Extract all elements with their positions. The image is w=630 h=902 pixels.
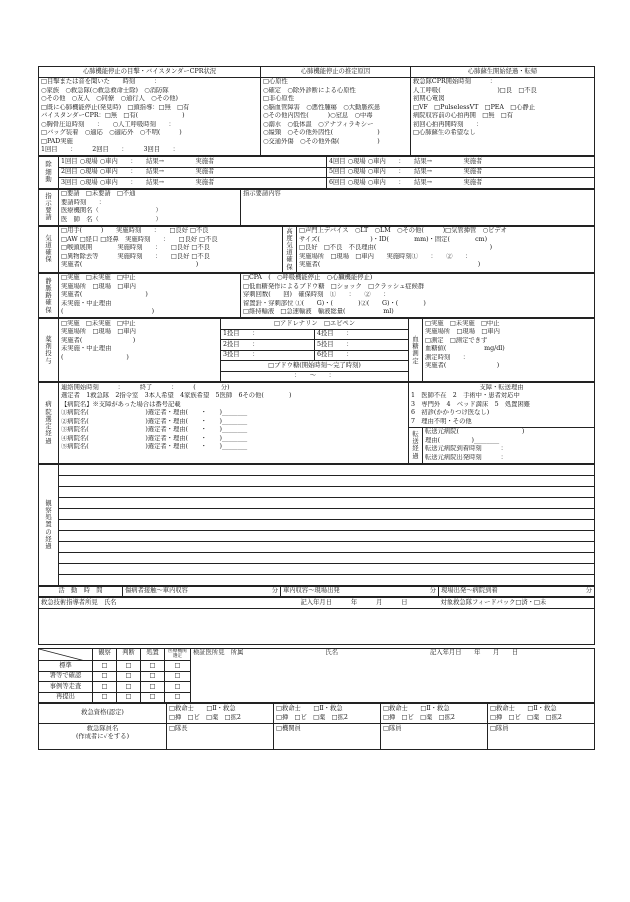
vertical-label-char: 確 — [45, 299, 52, 307]
transfer-line: 理由( )________ — [425, 436, 500, 444]
hospital-line: 【病院名】※支障があった場合は番号記載 — [61, 400, 181, 408]
vertical-label-char: 病 — [45, 401, 52, 409]
feedback-status: 対象救急隊フィードバック□済・□未 — [439, 598, 595, 609]
crew-cert[interactable]: □挿 □ビ □薬 □拡2 — [381, 714, 488, 724]
dose-cell: 6投目 ： — [315, 350, 409, 361]
blood-sugar-section — [423, 319, 595, 382]
drug-header: □アドレナリン □エピペン — [221, 319, 408, 329]
advanced-airway-line: サイズ( )・ID( mm)・固定( cm) — [299, 235, 488, 243]
iv-line: 未実施・中止理由 — [61, 299, 112, 307]
instruction-line: 医療機関名（ ） — [61, 207, 162, 214]
vertical-label-char: 薬 — [45, 335, 52, 343]
drug-line: ( ) — [61, 353, 129, 361]
instruction-content — [241, 189, 595, 225]
iv-line: 実施者( ) — [61, 291, 148, 299]
bs-line: 実施場所 □現場 □車内 — [425, 328, 500, 336]
glucose-header: □ブドウ糖(開始時刻〜完了時刻) — [221, 361, 408, 372]
advanced-airway-line: 実施者( ) — [299, 261, 481, 268]
eval-checkbox[interactable]: □ — [93, 671, 117, 682]
vertical-label-char: 除 — [45, 161, 52, 169]
vertical-label-char: 要 — [45, 207, 52, 214]
crew-name-label — [39, 724, 167, 750]
iv-detail-line: □維持輸液 □急速輸液 輸液総量( ml) — [243, 308, 394, 316]
defib-label — [39, 157, 59, 189]
eval-checkbox[interactable]: □ — [165, 671, 191, 682]
cause-line: ○確定 ○除外診断による心原性 — [263, 86, 356, 94]
vertical-label-char: 保 — [286, 263, 293, 271]
vertical-label-char: 過 — [45, 542, 52, 550]
transfer-section — [423, 427, 595, 463]
observation-line[interactable] — [59, 574, 595, 585]
glucose-time: ： 〜 ： — [221, 371, 408, 381]
iv-status — [59, 273, 241, 318]
witness-line: □PAD実施 — [41, 137, 73, 145]
defib-row: 5回目 ○現場 ○車内 ： 結果→ 実施者 — [327, 167, 595, 178]
hospital-line: ①病院名( )選定者・理由( ・ )________ — [61, 409, 248, 417]
eval-row-label: 署等で確認 — [39, 671, 93, 682]
instructor-name: 救急技術指導者所見 氏名 — [39, 598, 299, 609]
hospital-line: 選定者 1救急隊 2指令室 3本人希望 4家族希望 5医師 6その他( ) — [61, 392, 292, 400]
vertical-label-char: 高 — [286, 227, 293, 235]
eval-checkbox[interactable]: □ — [117, 682, 141, 693]
drug-label — [39, 319, 59, 382]
witness-line: ○胸骨圧迫時刻 ： ○人工呼吸時刻 ： — [41, 120, 175, 128]
vertical-label-char: 選 — [45, 415, 52, 423]
advanced-airway-line: 実施場所 □現場 □車内 実施時刻① ： ② ： — [299, 252, 472, 260]
eval-checkbox[interactable]: □ — [141, 692, 165, 703]
hospital-line: ⑤病院名( )選定者・理由( ・ )________ — [61, 443, 248, 451]
vertical-label-char: 糖 — [412, 343, 419, 351]
vertical-label-char: 置 — [45, 521, 52, 529]
vertical-label-char: 路 — [45, 292, 52, 300]
obstacle-line: 6 初診(かかりつけ医なし) — [411, 409, 490, 417]
vertical-label-char: 測 — [412, 350, 419, 358]
iv-details — [241, 273, 595, 318]
bs-line: 血糖値( mg/dl) — [425, 345, 505, 353]
observation-line[interactable] — [59, 519, 595, 530]
verifier-affiliation: 検証医所見 所属 — [193, 649, 244, 657]
transfer-line: 転送元病院( ) — [425, 428, 525, 436]
cpa-record-form — [38, 66, 594, 750]
vertical-label-char: 気 — [286, 241, 293, 249]
vertical-label-char: 確 — [286, 256, 293, 264]
dose-cell: 5投目 ： — [315, 340, 409, 351]
writer-label: (作成者に✓をする) — [75, 733, 130, 740]
obstacle-line: 1 医師不在 2 手術中・患者対応中 — [411, 392, 520, 400]
vertical-label-char: 定 — [412, 357, 419, 365]
witness-line: バイスタンダーCPR：□無 □有( ) — [41, 112, 185, 119]
crew-role[interactable]: □隊員 — [381, 724, 488, 750]
vertical-label-char: 示 — [45, 199, 52, 207]
vertical-label-char: 静 — [45, 277, 52, 285]
drug-status — [59, 319, 221, 382]
cause-line: ○縊頸 ○その他外因性( ) — [263, 129, 380, 136]
vertical-label-char: 指 — [45, 192, 52, 200]
transfer-line: 転送元病院到着時刻 ： — [425, 445, 507, 453]
cause-line: ○溺水 ○低体温 ○アナフィラキシー — [263, 120, 374, 128]
crew-role[interactable]: □隊長 — [167, 724, 274, 750]
crew-table — [38, 703, 595, 750]
dose-cell: 1投目 ： — [221, 329, 315, 340]
activity-unit: 分 — [233, 586, 281, 597]
observation-label — [39, 464, 59, 585]
drug-line: □実施 □未実施 □中止 — [61, 319, 136, 327]
defib-row: 3回目 ○現場 ○車内 ： 結果→ 実施者 — [59, 178, 327, 189]
eval-row-label: 事例等走査 — [39, 682, 93, 693]
iv-detail-line: □CPA ( ○呼吸機能停止 ○心臓機能停止) — [243, 274, 373, 282]
eval-checkbox[interactable]: □ — [117, 661, 141, 672]
dose-cell: 3投目 ： — [221, 350, 315, 361]
vertical-label-char: 観 — [45, 499, 52, 507]
resus-line: 救急隊CPR開始時刻 ： — [413, 78, 497, 85]
vertical-label-char: 請 — [45, 214, 52, 222]
eval-corner — [39, 648, 93, 660]
witness-line: ○家族 ○救急隊(○救急救命士除) ○消防隊 — [41, 86, 169, 94]
witness-line: □バッグ装着 ○適応 ○適応外 ○不明( ) — [41, 129, 182, 136]
vertical-label-char: 送 — [412, 438, 419, 446]
cause-header: 心肺機能停止の推定原因 — [261, 67, 411, 78]
eval-row-label: 再提出 — [39, 692, 93, 703]
observation-line[interactable] — [59, 497, 595, 508]
airway-table — [38, 226, 595, 273]
vertical-label-char: 血 — [412, 335, 419, 343]
instructor-table — [38, 597, 595, 645]
crew-cert[interactable]: □挿 □ビ □薬 □拡2 — [274, 714, 381, 724]
activity-label: 活 動 時 間 — [39, 586, 123, 597]
instruction-table — [38, 189, 595, 226]
drug-dose-grid — [221, 319, 408, 381]
witness-section — [39, 77, 261, 156]
eval-checkbox[interactable]: □ — [117, 692, 141, 703]
cause-line: ○脳血管障害 ○悪性腫瘍 ○大動脈疾患 — [263, 103, 381, 111]
cause-line: ○交通外傷 ○その他外傷( ) — [263, 137, 380, 145]
crew-qual[interactable]: □救命士 □Ⅱ・救急 — [488, 704, 595, 714]
hospital-selection — [59, 383, 409, 464]
eval-header: 医療機関選定 — [165, 648, 191, 660]
iv-detail-line: 留置針・穿刺部位 ①( G)・( )②( G)・( ) — [243, 299, 426, 307]
vertical-label-char: 投 — [45, 350, 52, 358]
hospital-table — [38, 382, 595, 464]
iv-line: 実施場所 □現場 □車内 — [61, 282, 136, 290]
crew-qual[interactable]: □救命士 □Ⅱ・救急 — [381, 704, 488, 714]
observation-line[interactable] — [59, 464, 595, 475]
vertical-label-char: 道 — [286, 249, 293, 257]
airway-line: □喉頭展開 実施時刻 ： □良好 □不良 — [61, 244, 210, 251]
transfer-line: 転送元病院出発時刻 ： — [425, 453, 507, 461]
eval-checkbox[interactable]: □ — [141, 661, 165, 672]
vertical-label-char: 経 — [45, 535, 52, 543]
iv-detail-line: 穿刺回数( 回) 確保時刻 ① ： ② ： — [243, 291, 390, 299]
cause-line: □非心原性 — [263, 95, 295, 102]
eval-header: 観察 — [93, 648, 117, 660]
resus-line: □心肺蘇生の希望なし — [413, 129, 476, 136]
eval-checkbox[interactable]: □ — [165, 692, 191, 703]
iv-table — [38, 273, 595, 319]
instruction-label — [39, 189, 59, 225]
vertical-label-char: 院 — [45, 408, 52, 416]
witness-line: ○その他 ○友人 ○同僚 ○通行人 ○その他) — [41, 95, 178, 102]
vertical-label-char: 過 — [45, 437, 52, 445]
eval-checkbox[interactable]: □ — [93, 661, 117, 672]
transfer-label — [409, 427, 423, 463]
observation-line[interactable] — [59, 552, 595, 563]
crew-cert[interactable]: □挿 □ビ □薬 □拡2 — [488, 714, 595, 724]
hospital-line: ④病院名( )選定者・理由( ・ )________ — [61, 434, 248, 442]
dose-cell: 4投目 ： — [315, 329, 409, 340]
airway-line: □異物除去等 実施時刻 ： □良好 □不良 — [61, 252, 210, 260]
resus-line: 初期心電図 — [413, 95, 445, 102]
witness-line: 1回目 ： 2回目 ： 3回目 ： — [41, 146, 179, 153]
obstacle-line: 3 専門外 4 ベッド満床 5 処置困難 — [411, 400, 531, 408]
crew-cert[interactable]: □挿 □ビ □薬 □拡2 — [167, 714, 274, 724]
drug-line: 実施者( ) — [61, 336, 136, 344]
crew-qual[interactable]: □救命士 □Ⅱ・救急 — [167, 704, 274, 714]
activity-item: 傷病者接触〜車内収容 — [123, 586, 233, 597]
vertical-label-char: 剤 — [45, 343, 52, 351]
drug-doses — [221, 319, 409, 382]
cause-section — [261, 77, 411, 156]
airway-line: 実施者( ) — [61, 261, 199, 268]
vertical-label-char: 保 — [45, 256, 52, 264]
obstacle-section — [409, 383, 595, 428]
vertical-label-char: 保 — [45, 306, 52, 314]
crew-qual[interactable]: □救命士 □Ⅱ・救急 — [274, 704, 381, 714]
crew-role[interactable]: □隊員 — [488, 724, 595, 750]
resus-line: 人工呼吸( )□良 □不良 — [413, 86, 537, 94]
activity-item: 現場出発〜病院到着 — [439, 586, 549, 597]
activity-table — [38, 586, 595, 598]
instruction-status — [59, 189, 241, 225]
iv-line: □実施 □未実施 □中止 — [61, 274, 136, 282]
eval-checkbox[interactable]: □ — [165, 682, 191, 693]
vertical-label-char: 経 — [45, 430, 52, 438]
activity-unit: 分 — [549, 586, 595, 597]
iv-label — [39, 273, 59, 318]
vertical-label-char: 気 — [45, 234, 52, 242]
iv-line: ( ) — [61, 308, 155, 316]
instruction-content-label: 指示要請内容 — [243, 190, 281, 197]
evaluation-table — [38, 648, 595, 703]
eval-header: 判断 — [117, 648, 141, 660]
vertical-label-char: 転 — [412, 430, 419, 438]
witness-line: □既に心肺機能停止(発見時) □頭指導：□無 □有 — [41, 103, 190, 111]
verifier-name: 氏名 — [325, 649, 338, 657]
vertical-label-char: 処 — [45, 514, 52, 522]
dose-cell: 2投目 ： — [221, 340, 315, 351]
resus-header: 心肺蘇生開始経過・転帰 — [411, 67, 595, 78]
verifier-line — [193, 649, 592, 658]
bs-line: □実施 □未実施 □中止 — [425, 319, 500, 327]
vertical-label-char: 道 — [45, 241, 52, 249]
vertical-label-char: 経 — [412, 445, 419, 453]
eval-checkbox[interactable]: □ — [165, 661, 191, 672]
vertical-label-char: 定 — [45, 423, 52, 431]
vertical-label-char: の — [45, 528, 52, 536]
eval-checkbox[interactable]: □ — [93, 682, 117, 693]
activity-unit: 分 — [391, 586, 439, 597]
obstacle-line: 7 理由不明・その他 — [411, 417, 472, 425]
blood-sugar-label — [409, 319, 423, 382]
qualification-label: 救急資格(認定) — [39, 704, 167, 724]
drug-line: 未実施・中止理由 — [61, 345, 112, 353]
hospital-line: ②病院名( )選定者・理由( ・ )________ — [61, 417, 248, 425]
eval-checkbox[interactable]: □ — [117, 671, 141, 682]
instruction-line: 医 師 名（ ） — [61, 215, 162, 223]
observation-line[interactable] — [59, 563, 595, 574]
advanced-airway-label — [283, 226, 297, 272]
bs-line: □測定 □測定できず — [425, 336, 488, 344]
vertical-label-char: 察 — [45, 506, 52, 514]
observation-line[interactable] — [59, 486, 595, 497]
activity-item: 車内収容〜現場出発 — [281, 586, 391, 597]
advanced-airway-line: □声門上デバイス ○LT ○LM ○その他( )□気管挿管 ○ビデオ — [299, 227, 507, 234]
drug-table — [38, 318, 595, 382]
bs-line: 実施者( ) — [425, 362, 500, 370]
eval-checkbox[interactable]: □ — [141, 682, 165, 693]
observation-table — [38, 464, 595, 586]
defib-row: 4回目 ○現場 ○車内 ： 結果→ 実施者 — [327, 157, 595, 168]
witness-header: 心肺機能停止の目撃・バイスタンダーCPR状況 — [39, 67, 261, 78]
vertical-label-char: 確 — [45, 249, 52, 257]
defib-row: 1回目 ○現場 ○車内 ： 結果→ 実施者 — [59, 157, 327, 168]
cause-line: ○その他内因性( )○窒息 ○中毒 — [263, 112, 373, 119]
verifier-date: 記入年月日 年 月 日 — [430, 649, 519, 657]
observation-line[interactable] — [59, 541, 595, 552]
verifier-section — [191, 648, 595, 702]
instruction-line: □要請 □未要請 □不通 — [61, 190, 136, 197]
airway-basic — [59, 226, 283, 272]
resus-line: 病院収容前の心拍再開 □無 □有 — [413, 112, 514, 119]
cause-line: □心原性 — [263, 78, 288, 85]
iv-detail-line: □低血糖発作によるブドウ糖 □ショック □クラッシュ症候群 — [243, 282, 425, 290]
instructor-findings-area[interactable] — [39, 608, 595, 644]
resus-section — [411, 77, 595, 156]
defibrillation-table — [38, 156, 595, 189]
diagonal-line-icon — [39, 649, 93, 661]
airway-line: □用手( ) 実施時刻 ： □良好 □不良 — [61, 227, 209, 234]
vertical-label-char: 与 — [45, 357, 52, 365]
eval-header: 処置 — [141, 648, 165, 660]
instruction-line: 要請時刻 ： — [61, 198, 106, 206]
resus-line: 初回心拍再開時刻 ： — [413, 120, 483, 128]
drug-line: 実施場所 □現場 □車内 — [61, 328, 136, 336]
vertical-label-char: 過 — [412, 452, 419, 460]
vertical-label-char: 度 — [286, 234, 293, 242]
airway-label — [39, 226, 59, 272]
observation-line[interactable] — [59, 530, 595, 541]
witness-line: □目撃または音を聞いた 時刻 ： — [41, 78, 161, 85]
eval-checkbox[interactable]: □ — [93, 692, 117, 703]
eval-row-label: 標準 — [39, 661, 93, 672]
vertical-label-char: 動 — [45, 175, 52, 183]
advanced-airway-line: □良好 □不良 不良理由( ) — [299, 244, 493, 251]
airway-line: □AW □経口 □経鼻 実施時刻 ： □良好 □不良 — [61, 235, 218, 243]
eval-checkbox[interactable]: □ — [141, 671, 165, 682]
obstacle-header: 支障・転送理由 — [479, 383, 524, 391]
observation-line[interactable] — [59, 508, 595, 519]
crew-role[interactable]: □機関員 — [274, 724, 381, 750]
hospital-line: 連絡開始時刻 ： 終了 ： ( 分) — [61, 383, 230, 391]
resus-line: □VF □PulselessVT □PEA □心静止 — [413, 103, 536, 111]
member-label: 救急隊員名 — [86, 724, 119, 732]
bs-line: 測定時刻 ： — [425, 353, 470, 361]
cpa-status-table — [38, 66, 595, 156]
defib-row: 2回目 ○現場 ○車内 ： 結果→ 実施者 — [59, 167, 327, 178]
hospital-label — [39, 383, 59, 464]
airway-advanced — [297, 226, 595, 272]
vertical-label-char: 細 — [45, 168, 52, 176]
observation-line[interactable] — [59, 475, 595, 486]
hospital-line: ③病院名( )選定者・理由( ・ )________ — [61, 426, 248, 434]
instructor-date: 記入年月日 年 月 日 — [299, 598, 439, 609]
defib-row: 6回目 ○現場 ○車内 ： 結果→ 実施者 — [327, 178, 595, 189]
vertical-label-char: 脈 — [45, 284, 52, 292]
